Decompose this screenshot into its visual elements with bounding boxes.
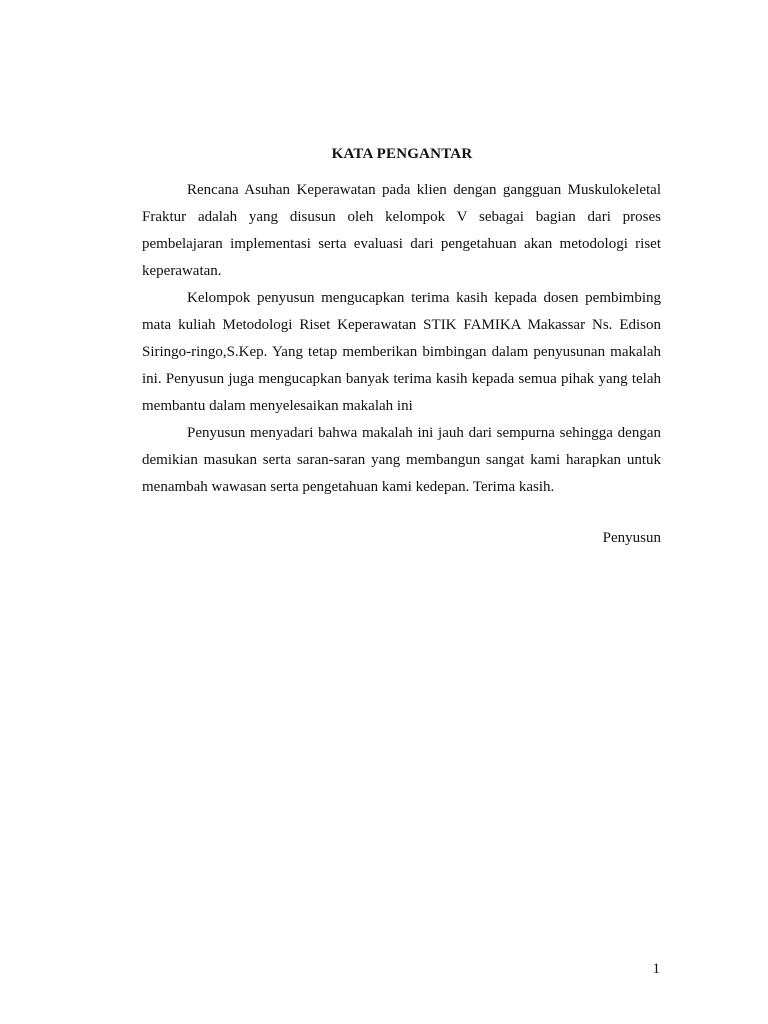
paragraph-1: Rencana Asuhan Keperawatan pada klien dengan gangguan Muskulokeletal Fraktur adalah yang disusun oleh kelompok V sebagai bagian dari proses pembelajaran implementasi serta evaluasi dari pengetahuan akan metodologi riset keperawatan. (142, 182, 661, 279)
page-title: KATA PENGANTAR (331, 146, 473, 162)
body-text (142, 177, 661, 501)
paragraph-2: Kelompok penyusun mengucapkan terima kasih kepada dosen pembimbing mata kuliah Metodologi Riset Keperawatan STIK FAMIKA Makassar Ns. Edison Siringo-ringo,S.Kep. Yang tetap memberikan bimbingan dalam penyusunan makalah ini. Penyusun juga mengucapkan banyak terima kasih kepada semua pihak yang telah membantu dalam menyelesaikan makalah ini (142, 290, 661, 414)
signature: Penyusun (602, 530, 661, 546)
paragraph-3: Penyusun menyadari bahwa makalah ini jauh dari sempurna sehingga dengan demikian masukan serta saran-saran yang membangun sangat kami harapkan untuk menambah wawasan serta pengetahuan kami kedepan. Terima kasih. (142, 425, 661, 495)
page-number: 1 (652, 961, 660, 977)
